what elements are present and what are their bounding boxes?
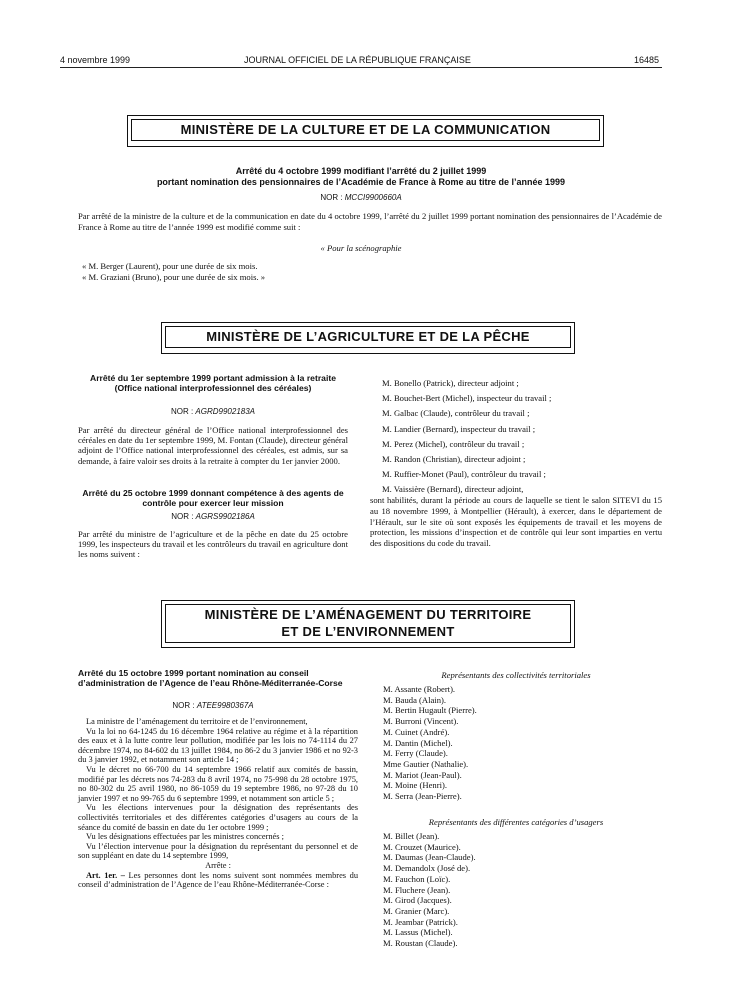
amen-nor: NOR : ATEE9980367A (172, 701, 254, 710)
agri-arrete1-nor: NOR : AGRD9902183A (170, 407, 256, 416)
list-item: M. Perez (Michel), contrôleur du travail ; (382, 438, 525, 449)
list-item: M. Vaissière (Bernard), directeur adjoint, (382, 484, 524, 495)
amen-paragraph: Vu la loi no 64-1245 du 16 décembre 1964 relative au régime et à la répartition des eaux et à la lutte contre leur pollution, modifiée par les lois no 74-1114 du 27 décembre 1974, no 84-602 du 13 juillet 1984, no 86-2 du 3 janvier 1986 et no 92-3 du 3 janvier 1992, et notamment son article 14 ; (78, 726, 358, 765)
list-item: M. Bertin Hugault (Pierre). (383, 705, 477, 716)
amen-arrete-title: Arrêté du 15 octobre 1999 portant nomination au conseil d’administration de l’Agence de l’eau Rhône-Méditerranée-Corse (78, 668, 343, 688)
list-item: M. Serra (Jean-Pierre). (383, 791, 462, 802)
list-item: M. Fluchere (Jean). (383, 884, 451, 895)
agri-right-body: sont habilités, durant la période au cours de laquelle se tient le salon SITEVI du 15 au 18 novembre 1999, à Montpellier (Hérault), à exercer, dans le département de l’Hérault, sur le site où sont exposés les équipements de travail et les moyens de protection, les missions d’inspection et de contrôle qui leur sont imparties en vertu des dispositions du code du travail. (370, 495, 662, 549)
amen-article-1 (78, 871, 358, 890)
list-item: M. Bonello (Patrick), directeur adjoint ; (382, 378, 519, 388)
amen-paragraph: La ministre de l’aménagement du territoire et de l’environnement, (86, 717, 308, 726)
list-item: M. Landier (Bernard), inspecteur du travail ; (382, 423, 536, 434)
agri-arrete2-title: Arrêté du 25 octobre 1999 donnant compétence à des agents de contrôle pour exercer leur mission (82, 488, 344, 508)
amen-heading-collectivites: Représentants des collectivités territoriales (441, 670, 591, 680)
amen-article-label: Art. 1er. – (86, 870, 125, 880)
ministry-amenagement-title-line: ET DE L’ENVIRONNEMENT (281, 624, 455, 639)
culture-nor: NOR : MCCI9900660A (320, 193, 402, 202)
list-item: M. Bouchet-Bert (Michel), inspecteur du travail ; (382, 393, 552, 404)
amen-article-body: Les personnes dont les noms suivent sont nommées membres du conseil d’administration de l’Agence de l’eau Rhône-Méditerranée-Corse : (78, 870, 359, 890)
ministry-amenagement-box (161, 600, 575, 648)
header-rule (60, 67, 662, 68)
header-date: 4 novembre 1999 (60, 55, 131, 65)
ministry-amenagement-title-line: MINISTÈRE DE L’AMÉNAGEMENT DU TERRITOIRE (204, 607, 532, 622)
list-item: M. Mariot (Jean-Paul). (383, 769, 462, 780)
ministry-agriculture-box (161, 322, 575, 354)
list-item: M. Roustan (Claude). (383, 938, 458, 949)
list-item: M. Assante (Robert). (383, 684, 456, 694)
list-item: M. Crouzet (Maurice). (383, 841, 461, 852)
agri-arrete2-body: Par arrêté du ministre de l’agriculture et de la pêche en date du 25 octobre 1999, les inspecteurs du travail et les contrôleurs du travail en agriculture dont les noms suivent : (78, 529, 348, 560)
amen-arrete-label: Arrête : (205, 860, 231, 870)
ministry-culture-title: MINISTÈRE DE LA CULTURE ET DE LA COMMUNICATION (131, 119, 600, 141)
list-item: M. Lassus (Michel). (383, 927, 453, 938)
agri-arrete1-body: Par arrêté du directeur général de l’Office national interprofessionnel des céréales en date du 1er septembre 1999, M. Fontan (Claude), directeur général adjoint de l’Office national interprofessionnel des céréales, est admis, sur sa demande, à faire valoir ses droits à la retraite à compter du 1er janvier 2000. (78, 425, 348, 466)
ministry-amenagement-title (165, 604, 571, 643)
list-item: M. Burroni (Vincent). (383, 716, 459, 727)
list-item: M. Girod (Jacques). (383, 895, 452, 906)
list-item: M. Randon (Christian), directeur adjoint ; (382, 454, 526, 465)
header-page-number: 16485 (634, 55, 660, 65)
list-item: M. Jeambar (Patrick). (383, 916, 458, 927)
agri-inspectors-list (382, 376, 551, 498)
amen-usagers-list (383, 831, 476, 949)
list-item: M. Dantin (Michel). (383, 737, 453, 748)
list-item: M. Ferry (Claude). (383, 748, 448, 759)
list-item: M. Fauchon (Loïc). (383, 873, 451, 884)
culture-item: « M. Graziani (Bruno), pour une durée de six mois. » (82, 272, 266, 282)
amen-paragraph: Vu le décret no 66-700 du 14 septembre 1966 relatif aux comités de bassin, modifié par les décrets nos 74-283 du 8 avril 1974, no 75-998 du 28 octobre 1975, no 80-302 du 25 avril 1980, no 86-1059 du 19 septembre 1986, no 97-28 du 10 janvier 1997 et no 99-765 du 6 septembre 1999, et notamment son article 5 ; (78, 764, 358, 803)
list-item: M. Galbac (Claude), contrôleur du travail ; (382, 408, 530, 419)
list-item: Mme Gautier (Nathalie). (383, 758, 469, 769)
list-item: M. Moine (Henri). (383, 780, 447, 791)
agri-arrete1-title: Arrêté du 1er septembre 1999 portant admission à la retraite (Office national interprofessionnel des céréales) (90, 373, 336, 393)
ministry-agriculture-title: MINISTÈRE DE L’AGRICULTURE ET DE LA PÊCHE (165, 326, 571, 348)
culture-body: Par arrêté de la ministre de la culture et de la communication en date du 4 octobre 1999, l’arrêté du 2 juillet 1999 portant nomination des pensionnaires de l’Académie de France à Rome au titre de l’année 1999 est modifié comme suit : (78, 211, 662, 232)
list-item: M. Ruffier-Monet (Paul), contrôleur du travail ; (382, 469, 546, 480)
amen-paragraph: Vu les désignations effectuées par les ministres concernés ; (86, 832, 284, 842)
list-item: M. Billet (Jean). (383, 831, 440, 841)
list-item: M. Granier (Marc). (383, 905, 450, 916)
culture-arrete-title-2: portant nomination des pensionnaires de l’Académie de France à Rome au titre de l’année 1999 (156, 177, 566, 187)
amen-body (78, 717, 358, 890)
culture-section-label: « Pour la scénographie (320, 243, 402, 253)
header-journal: JOURNAL OFFICIEL DE LA RÉPUBLIQUE FRANÇAISE (244, 55, 471, 65)
agri-arrete2-nor: NOR : AGRS9902186A (171, 512, 255, 521)
amen-heading-usagers: Représentants des différentes catégories d’usagers (428, 817, 604, 827)
culture-item: « M. Berger (Laurent), pour une durée de six mois. (82, 261, 258, 271)
culture-arrete-title-1: Arrêté du 4 octobre 1999 modifiant l’arrêté du 2 juillet 1999 (235, 166, 487, 176)
list-item: M. Daumas (Jean-Claude). (383, 852, 476, 863)
ministry-culture-box (127, 115, 604, 147)
list-item: M. Bauda (Alain). (383, 694, 447, 705)
amen-collectivites-list (383, 684, 477, 802)
amen-paragraph: Vu les élections intervenues pour la désignation des représentants des collectivités territoriales et des différentes catégories d’usagers au cours de la séance du comité de bassin en date du 1er octobre 1999 ; (78, 803, 358, 832)
amen-paragraph: Vu l’élection intervenue pour la désignation du représentant du personnel et de son suppléant en date du 14 septembre 1999, (78, 841, 358, 861)
list-item: M. Cuinet (André). (383, 726, 450, 737)
list-item: M. Demandolx (José de). (383, 863, 471, 874)
